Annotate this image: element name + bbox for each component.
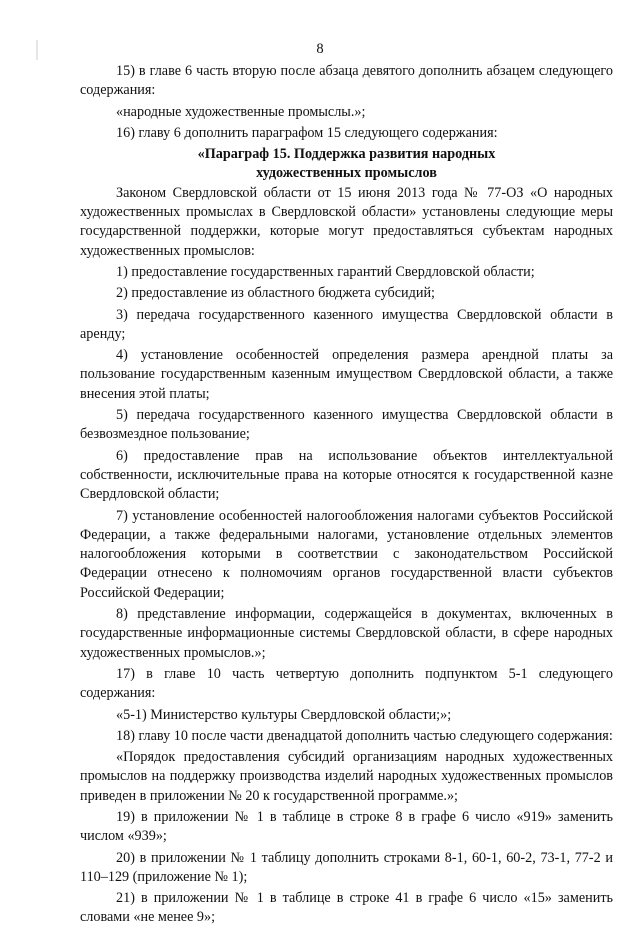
paragraph-law-intro: Законом Свердловской области от 15 июня 2013 года № 77-ОЗ «О народных художественных промыслах в Свердловской области» установлены следующие меры государственной поддержки, которые могут предоставляться субъектам народных художественных промыслов: (80, 184, 613, 259)
paragraph-item-15: 15) в главе 6 часть вторую после абзаца девятого дополнить абзацем следующего содержания: (80, 63, 613, 99)
paragraph-item-17: 17) в главе 10 часть четвертую дополнить подпунктом 5-1 следующего содержания: (80, 665, 613, 702)
paragraph-item-21: 21) в приложении № 1 в таблице в строке 41 в графе 6 число «15» заменить словами «не менее 9»; (80, 890, 613, 926)
heading-line-1: «Параграф 15. Поддержка развития народных (197, 146, 496, 163)
section-heading (80, 145, 613, 184)
list-item-6: 6) предоставление прав на использование объектов интеллектуальной собственности, исключительные права на которые относятся к государственной казне Свердловской области; (80, 447, 613, 503)
list-item-4: 4) установление особенностей определения размера арендной платы за пользование государственным казенным имуществом Свердловской области, а также внесения этой платы; (80, 347, 613, 402)
list-item-7: 7) установление особенностей налогообложения налогами субъектов Российской Федерации, а также федеральными налогами, установление отдельных элементов налогообложения которыми в соответствии с законодательством Российской Федерации отнесено к полномочиям органов государственной власти субъектов Российской Федерации; (80, 507, 613, 601)
paragraph-quote-crafts: «народные художественные промыслы.»; (116, 103, 366, 120)
list-item-8: 8) представление информации, содержащейся в документах, включенных в государственные информационные системы Свердловской области, в сфере народных художественных промыслов.»; (80, 606, 613, 661)
paragraph-quote-procedure: «Порядок предоставления субсидий организациям народных художественных промыслов на поддержку производства изделий народных художественных промыслов приведен в приложении № 20 к государственной программе.»; (80, 749, 613, 804)
list-item-2: 2) предоставление из областного бюджета субсидий; (116, 285, 435, 302)
list-item-5: 5) передача государственного казенного имущества Свердловской области в безвозмездное пользование; (80, 407, 613, 443)
list-item-1: 1) предоставление государственных гарантий Свердловской области; (116, 263, 535, 280)
paragraph-item-16: 16) главу 6 дополнить параграфом 15 следующего содержания: (116, 124, 498, 141)
list-item-3: 3) передача государственного казенного имущества Свердловской области в аренду; (80, 306, 613, 342)
heading-line-2: художественных промыслов (256, 165, 437, 182)
document-body (80, 62, 613, 930)
page-number: 8 (316, 41, 324, 57)
paragraph-item-19: 19) в приложении № 1 в таблице в строке 8 в графе 6 число «919» заменить числом «939»; (80, 808, 613, 845)
paragraph-quote-ministry: «5-1) Министерство культуры Свердловской области;»; (116, 706, 452, 723)
paragraph-item-20: 20) в приложении № 1 таблицу дополнить строками 8-1, 60-1, 60-2, 73-1, 77-2 и 110–129 (приложение № 1); (80, 849, 613, 885)
paragraph-item-18: 18) главу 10 после части двенадцатой дополнить частью следующего содержания: (116, 727, 613, 744)
